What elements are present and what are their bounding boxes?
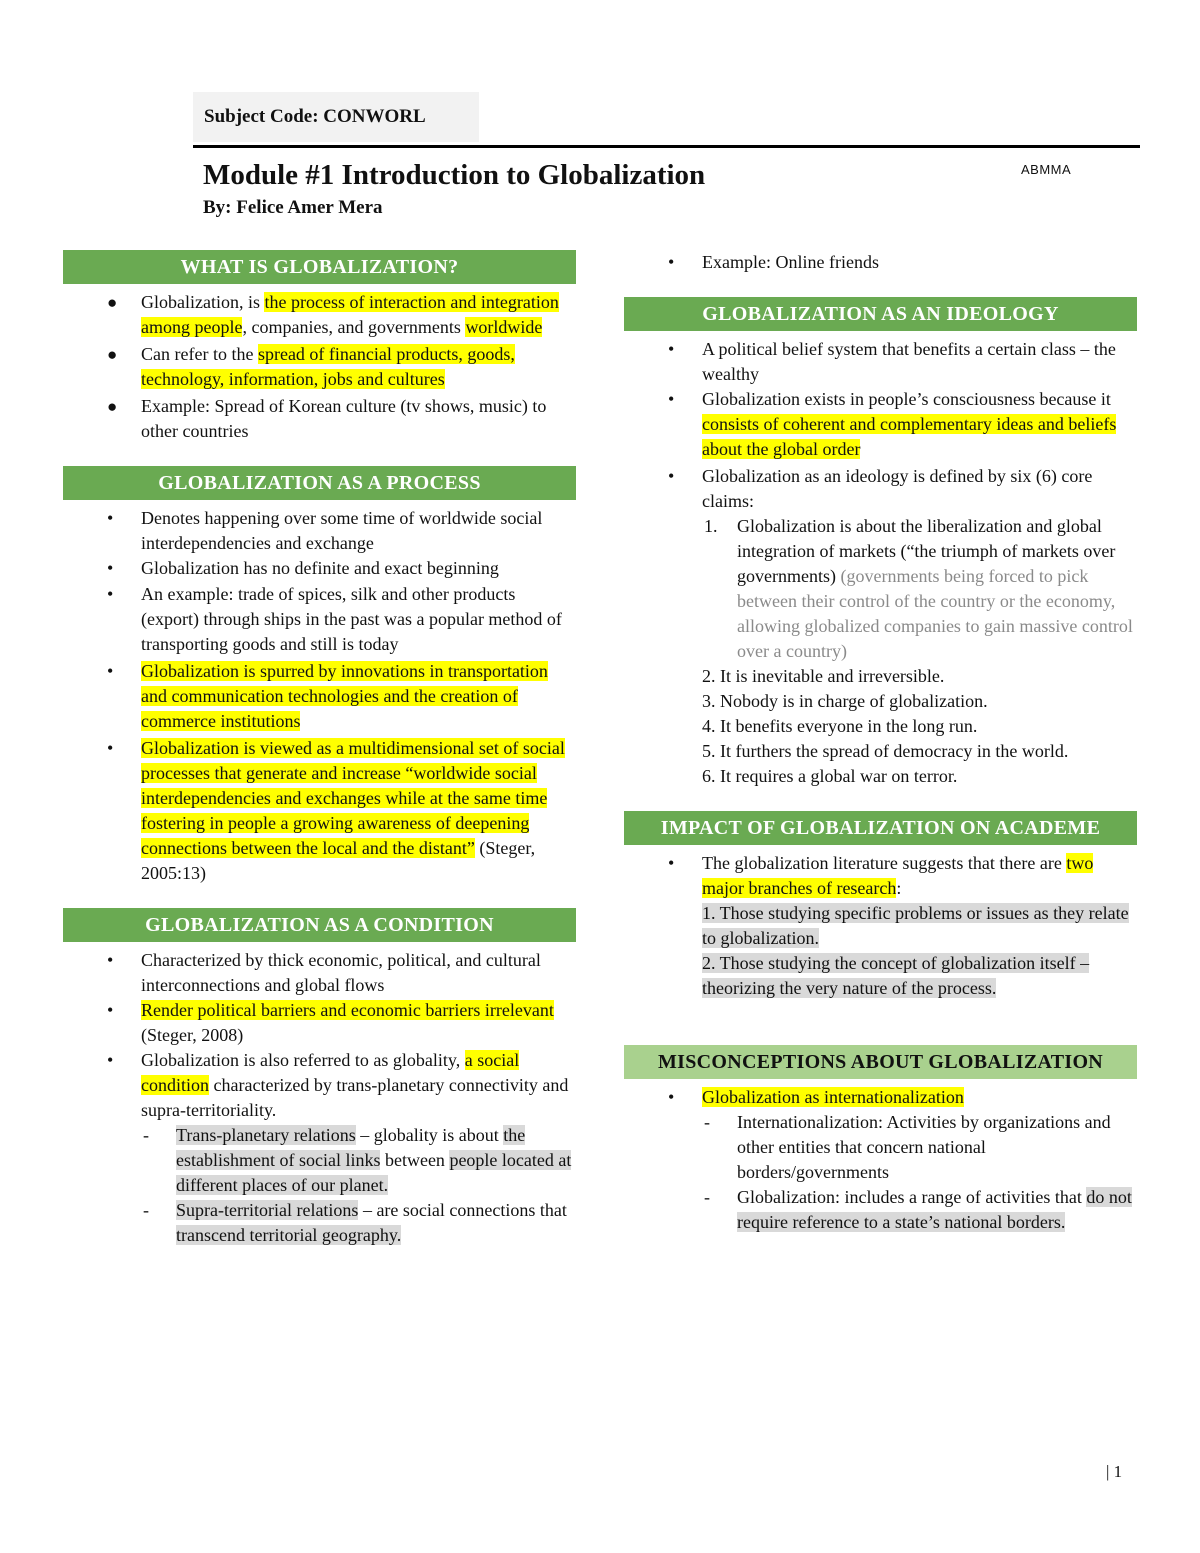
bullet-icon: • [668,252,675,272]
core-claim-item: 5. It furthers the spread of democracy in the world. [702,741,1069,761]
bullet-icon: ● [107,293,118,312]
byline: By: Felice Amer Mera [203,197,383,218]
list-item: ● Globalization, is the process of interaction and integration among people, companies, and governments worldwide [107,292,559,337]
dash-icon: - [704,1112,710,1132]
heading-impact-on-academe: IMPACT OF GLOBALIZATION ON ACADEME [624,811,1137,845]
list-item: ● Example: Spread of Korean culture (tv shows, music) to other countries [107,396,547,441]
bullet-icon: • [107,508,114,528]
bullet-icon: • [107,950,114,970]
core-claim-item: 3. Nobody is in charge of globalization. [702,691,988,711]
bullet-icon: • [668,389,675,409]
core-claim-item: 4. It benefits everyone in the long run. [702,716,978,736]
list-item: • Globalization as an ideology is defined by six (6) core claims: [668,466,1093,511]
subject-code-box [193,92,479,142]
bullet-icon: • [668,853,675,873]
list-item: • Denotes happening over some time of worldwide social interdependencies and exchange [107,508,543,553]
dash-icon: - [143,1125,149,1145]
list-item: • Globalization is spurred by innovations in transportation and communication technologies and the creation of commerce institutions [107,661,548,731]
right-column [624,250,1137,1235]
list-item: • An example: trade of spices, silk and other products (export) through ships in the past was a popular method of transporting goods and still is today [107,584,562,654]
abbreviation: ABMMA [1021,162,1072,177]
list-item: • The globalization literature suggests that there are two major branches of research: [668,853,1094,898]
list-item: • A political belief system that benefits a certain class – the wealthy [668,339,1116,384]
sub-list-item: - Supra-territorial relations – are social connections that transcend territorial geography. [143,1200,567,1245]
sub-list-item: - Internationalization: Activities by organizations and other entities that concern national borders/governments [704,1112,1111,1182]
sub-list-item: - Trans-planetary relations – globality is about the establishment of social links between people located at different places of our planet. [143,1125,572,1195]
core-claim-item: 1. Globalization is about the liberalization and global integration of markets (“the triumph of markets over governments) (governments being forced to pick between their control of the country or the economy, allowing globalized companies to gain massive control over a country) [704,516,1133,661]
list-item: • Render political barriers and economic barriers irrelevant (Steger, 2008) [107,1000,554,1045]
bullet-icon: • [107,738,114,758]
dash-icon: - [704,1187,710,1207]
bullet-icon: • [668,339,675,359]
page-title: Module #1 Introduction to Globalization [203,159,706,191]
list-item: • Globalization as internationalization [624,1085,1137,1110]
bullet-icon: ● [107,345,118,364]
left-column [63,250,576,1248]
list-item: • Example: Online friends [624,250,1137,275]
list-item: • Globalization has no definite and exact beginning [63,556,576,581]
bullet-icon: • [668,466,675,486]
heading-what-is-globalization: WHAT IS GLOBALIZATION? [63,250,576,284]
list-item: • Globalization is also referred to as globality, a social condition characterized by trans-planetary connectivity and supra-territoriality. [107,1050,569,1120]
bullet-icon: • [107,1050,114,1070]
list-item: • Characterized by thick economic, political, and cultural interconnections and global flows [107,950,541,995]
bullet-icon: • [107,584,114,604]
list-item: • Globalization exists in people’s consciousness because it consists of coherent and complementary ideas and beliefs about the global order [668,389,1117,459]
list-item: • Globalization is viewed as a multidimensional set of social processes that generate and increase “worldwide social interdependencies and exchanges while at the same time fostering in people a growing awareness of deepening connections between the local and the distant” (Steger, 2005:13) [107,738,565,883]
header-rule [193,145,1140,148]
sub-list-item: - Globalization: includes a range of activities that do not require reference to a state’s national borders. [704,1187,1132,1232]
heading-globalization-as-process: GLOBALIZATION AS A PROCESS [63,466,576,500]
research-branch-item: 1. Those studying specific problems or issues as they relate to globalization. [702,903,1129,948]
research-branch-item: 2. Those studying the concept of globalization itself – theorizing the very nature of the process. [702,953,1090,998]
dash-icon: - [143,1200,149,1220]
heading-misconceptions: MISCONCEPTIONS ABOUT GLOBALIZATION [624,1045,1137,1079]
heading-globalization-as-ideology: GLOBALIZATION AS AN IDEOLOGY [624,297,1137,331]
core-claim-item: 6. It requires a global war on terror. [702,766,958,786]
bullet-icon: • [107,661,114,681]
subject-code: Subject Code: CONWORL [204,106,426,127]
page-number: | 1 [1106,1462,1123,1481]
bullet-icon: • [107,558,114,578]
bullet-icon: ● [107,397,118,416]
list-item: ● Can refer to the spread of financial products, goods, technology, information, jobs and cultures [107,344,515,389]
bullet-icon: • [668,1087,675,1107]
heading-globalization-as-condition: GLOBALIZATION AS A CONDITION [63,908,576,942]
core-claim-item: 2. It is inevitable and irreversible. [702,666,945,686]
bullet-icon: • [107,1000,114,1020]
